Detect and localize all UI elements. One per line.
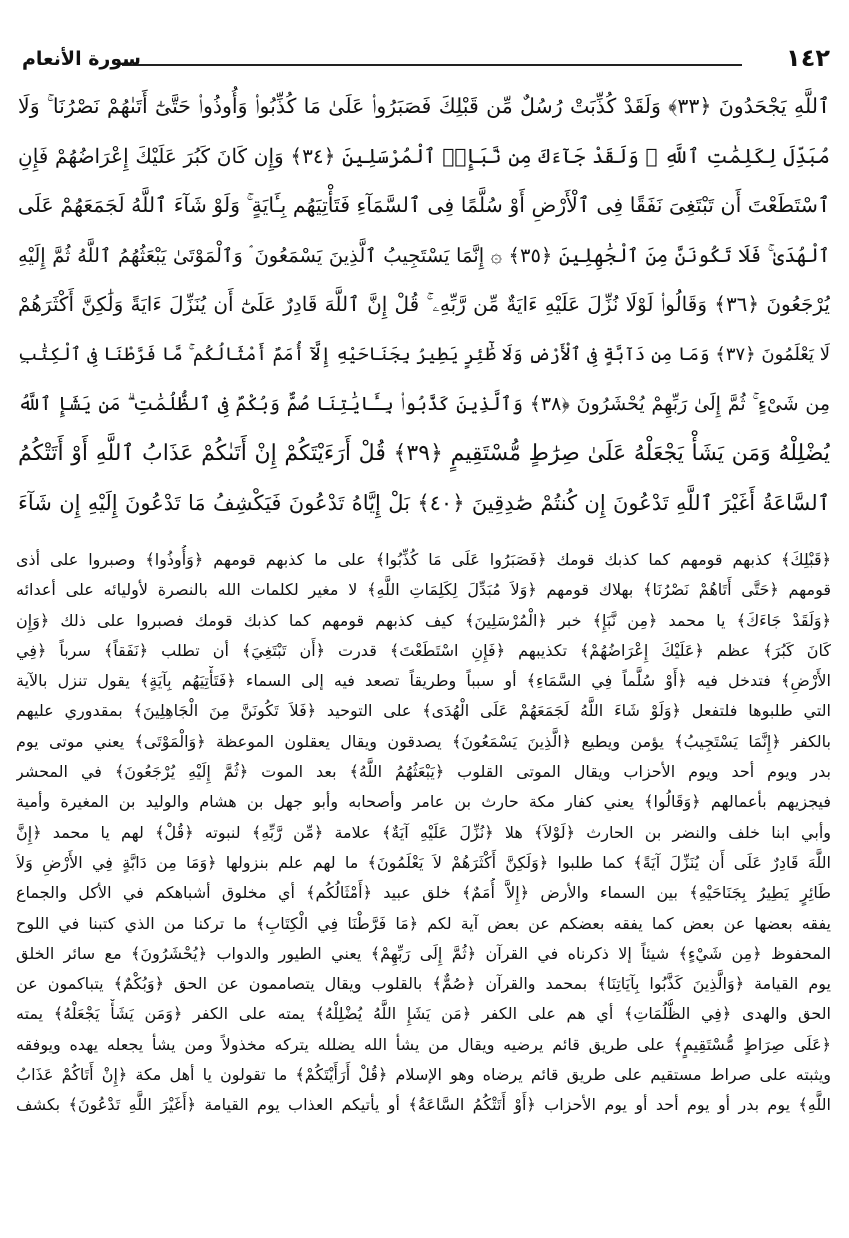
surah-title: سورة الأنعام: [22, 48, 141, 70]
quran-line: ٱلسَّاعَةُ أَغَيْرَ ٱللَّهِ تَدْعُونَ إِن كُنتُمْ صَٰدِقِينَ ﴿٤٠﴾ بَلْ إِيَّاهُ تَدْعُونَ فَيَكْشِفُ مَا تَدْعُونَ إِلَيْهِ إِن شَآءَ: [18, 490, 830, 515]
tafsir-line: اللَّهَ قَادِرٌ عَلَى أَن يُنَزِّلَ آيَةً﴾ كما طلبوا ﴿وَلَكِنَّ أَكْثَرَهُمْ لاَ يَعْلَمُونَ﴾ ما لهم علم بنزولها ﴿وَمَا مِن دَابَّةٍ فِي الأَرْضِ وَلاَ: [16, 852, 831, 872]
tafsir-line: ﴿قَبْلِكَ﴾ كذبهم قومهم كما كذبك قومك ﴿فَصَبَرُوا عَلَى مَا كُذِّبُوا﴾ على ما كذبهم قومهم ﴿وَأُوذُوا﴾ وصبروا على أذى: [16, 550, 831, 569]
header-divider: [122, 64, 742, 66]
quran-line: ٱلْهُدَىٰ ۚ فَلَا تَكُونَنَّ مِنَ ٱلْجَٰهِلِينَ ﴿٣٥﴾ ۞ إِنَّمَا يَسْتَجِيبُ ٱلَّذِينَ يَسْمَعُونَ ۘ وَٱلْمَوْتَىٰ يَبْعَثُهُمُ ٱللَّهُ ثُمَّ إِلَيْهِ: [18, 243, 830, 267]
tafsir-line: وأبي ابنا خلف والنضر بن الحارث ﴿لَوْلاَ﴾ هلا ﴿نُزِّلَ عَلَيْهِ آيَةٌ﴾ علامة ﴿مِّن رَّبِّهِ﴾ لنبوته ﴿قُلْ﴾ لهم يا محمد ﴿إِنَّ: [16, 822, 831, 842]
quran-line: مُبَدِّلَ لِكَلِمَٰتِ ٱللَّهِ ۚ وَلَقَدْ جَآءَكَ مِن نَّبَإِى۟ ٱلْمُرْسَلِينَ ﴿٣٤﴾ وَإِن كَانَ كَبُرَ عَلَيْكَ إِعْرَاضُهُمْ فَإِنِ: [18, 143, 830, 168]
tafsir-line: يفقه بعضها عن بعض كما يفقه بعضكم عن بعض آية لكم ﴿مَا فَرَّطْنَا فِي الْكِتَابِ﴾ ما تركنا من الذي كتبنا في اللوح: [16, 913, 831, 933]
tafsir-line: بدر ويوم أحد ويوم الأحزاب ويقال الموتى القلوب ﴿يَبْعَثُهُمُ اللَّهُ﴾ بعد الموت ﴿ثُمَّ إِلَيْهِ يُرْجَعُونَ﴾ في المحشر: [16, 762, 831, 782]
quran-text-block: [18, 82, 830, 528]
tafsir-line: قومهم ﴿حَتَّى أَتَاهُمْ نَصْرُنَا﴾ بهلاك قومهم ﴿وَلاَ مُبَدِّلَ لِكَلِمَاتِ اللَّهِ﴾ لا مغير لكلمات الله بالنصرة لأوليائه على أعدائه: [16, 580, 831, 600]
tafsir-line: المحفوظ ﴿مِن شَيْءٍ﴾ شيئاً إلا ذكرناه في القرآن ﴿ثُمَّ إِلَى رَبِّهِمْ﴾ يعني الطيور والدواب ﴿يُحْشَرُونَ﴾ مع سائر الخلق: [16, 943, 831, 963]
quran-line: يُرْجَعُونَ ﴿٣٦﴾ وَقَالُوا۟ لَوْلَا نُزِّلَ عَلَيْهِ ءَايَةٌ مِّن رَّبِّهِۦ ۚ قُلْ إِنَّ ٱللَّهَ قَادِرٌ عَلَىٰٓ أَن يُنَزِّلَ ءَايَةً وَلَٰكِنَّ أَكْثَرَهُمْ: [18, 292, 830, 317]
page-header: [22, 44, 830, 78]
tafsir-line: الحق والهدى ﴿فِي الظُّلُمَاتِ﴾ أي هم على الكفر ﴿مَن يَشَإِ اللَّهُ يُضْلِلْهُ﴾ يمته على الكفر ﴿وَمَن يَشَأْ يَجْعَلْهُ﴾ يمته: [16, 1004, 831, 1024]
tafsir-line: ويثبته على صراط مستقيم على طريق قائم يرضاه وهو الإسلام ﴿قُلْ أَرَأَيْتَكُمْ﴾ ما تقولون يا أهل مكة ﴿إِنْ أَتَاكُمْ عَذَابُ: [16, 1065, 831, 1085]
quran-line: ٱسْتَطَعْتَ أَن تَبْتَغِىَ نَفَقًا فِى ٱلْأَرْضِ أَوْ سُلَّمًا فِى ٱلسَّمَآءِ فَتَأْتِيَهُم بِـَٔايَةٍ ۚ وَلَوْ شَآءَ ٱللَّهُ لَجَمَعَهُمْ عَلَى: [18, 193, 830, 218]
quran-line: مِن شَىْءٍ ۚ ثُمَّ إِلَىٰ رَبِّهِمْ يُحْشَرُونَ ﴿٣٨﴾ وَٱلَّذِينَ كَذَّبُوا۟ بِـَٔايَٰتِنَا صُمٌّ وَبُكْمٌ فِى ٱلظُّلُمَٰتِ ۗ مَن يَشَإِ ٱللَّهُ: [18, 392, 830, 415]
tafsir-line: فيجزيهم بأعمالهم ﴿وَقَالُوا﴾ يعني كفار مكة حارث بن عامر وأصحابه وأبو جهل بن هشام والوليد بن المغيرة وأمية: [16, 792, 831, 812]
tafsir-line: يوم القيامة ﴿وَالَّذِينَ كَذَّبُوا بِآيَاتِنَا﴾ بمحمد والقرآن ﴿صُمٌّ﴾ بالقلوب ويقال يتصاممون عن الحق ﴿وَبُكْمٌ﴾ يتباكمون عن: [16, 974, 831, 994]
tafsir-line: اللَّهِ﴾ يوم بدر أو يوم أحد أو يوم الأحزاب ﴿أَوْ أَتَتْكُمُ السَّاعَةُ﴾ أو يأتيكم العذاب يوم القيامة ﴿أَغَيْرَ اللَّهِ تَدْعُونَ﴾ بكشف: [16, 1095, 831, 1115]
tafsir-line: التي طلبوها فلتفعل ﴿وَلَوْ شَاءَ اللَّهُ لَجَمَعَهُمْ عَلَى الْهُدَى﴾ على التوحيد ﴿فَلاَ تَكُونَنَّ مِنَ الْجَاهِلِينَ﴾ بمقدوري عليهم: [16, 701, 831, 721]
quran-line: لَا يَعْلَمُونَ ﴿٣٧﴾ وَمَا مِن دَآبَّةٍ فِى ٱلْأَرْضِ وَلَا طَٰٓئِرٍ يَطِيرُ بِجَنَاحَيْهِ إِلَّآ أُمَمٌ أَمْثَالُكُم ۚ مَّا فَرَّطْنَا فِى ٱلْكِتَٰبِ: [18, 343, 830, 365]
tafsir-line: طَائِرٍ يَطِيرُ بِجَنَاحَيْهِ﴾ بين السماء والأرض ﴿إِلاَّ أُمَمٌ﴾ خلق عبيد ﴿أَمْثَالُكُم﴾ أي مخلوق أشباهكم في الأكل والجماع: [16, 883, 831, 903]
tafsir-text-block: [16, 545, 831, 1121]
quran-line: يُضْلِلْهُ وَمَن يَشَأْ يَجْعَلْهُ عَلَىٰ صِرَٰطٍ مُّسْتَقِيمٍ ﴿٣٩﴾ قُلْ أَرَءَيْتَكُمْ إِنْ أَتَىٰكُمْ عَذَابُ ٱللَّهِ أَوْ أَتَتْكُمُ: [18, 441, 830, 467]
tafsir-line: بالكفر ﴿إِنَّمَا يَسْتَجِيبُ﴾ يؤمن ويطيع ﴿الَّذِينَ يَسْمَعُونَ﴾ يصدقون ويقال يعقلون الموعظة ﴿وَالْمَوْتَى﴾ يعني موتى يوم: [16, 731, 831, 751]
tafsir-line: كَانَ كَبُرَ﴾ عظم ﴿عَلَيْكَ إِعْرَاضُهُمْ﴾ تكذيبهم ﴿فَإِنِ اسْتَطَعْتَ﴾ قدرت ﴿أَن تَبْتَغِيَ﴾ أن تطلب ﴿نَفَقاً﴾ سرباً ﴿فِي: [16, 640, 831, 660]
tafsir-line: ﴿عَلَى صِرَاطٍ مُّسْتَقِيمٍ﴾ على طريق قائم يرضيه ويقال من يشأ الله يضلله يتركه مخذولاً ومن يشأ يجعله يهده ويوفقه: [16, 1034, 831, 1054]
page-number: ١٤٢: [786, 44, 830, 72]
tafsir-line: ﴿وَلَقَدْ جَاءَكَ﴾ يا محمد ﴿مِن نَّبَإِ﴾ خبر ﴿الْمُرْسَلِينَ﴾ كيف كذبهم قومهم كما كذبك قومك فصبروا على ذلك ﴿وَإِن: [16, 610, 831, 630]
tafsir-line: الأَرْضِ﴾ فتدخل فيه ﴿أَوْ سُلَّماً فِي السَّمَاءِ﴾ أو سبباً وطريقاً تصعد فيه إلى السماء ﴿فَتَأْتِيَهُم بِآيَةٍ﴾ يقول تنزل بالآية: [16, 671, 831, 691]
quran-line: ٱللَّهِ يَجْحَدُونَ ﴿٣٣﴾ وَلَقَدْ كُذِّبَتْ رُسُلٌ مِّن قَبْلِكَ فَصَبَرُوا۟ عَلَىٰ مَا كُذِّبُوا۟ وَأُوذُوا۟ حَتَّىٰٓ أَتَىٰهُمْ نَصْرُنَا ۚ وَلَا: [18, 94, 830, 118]
